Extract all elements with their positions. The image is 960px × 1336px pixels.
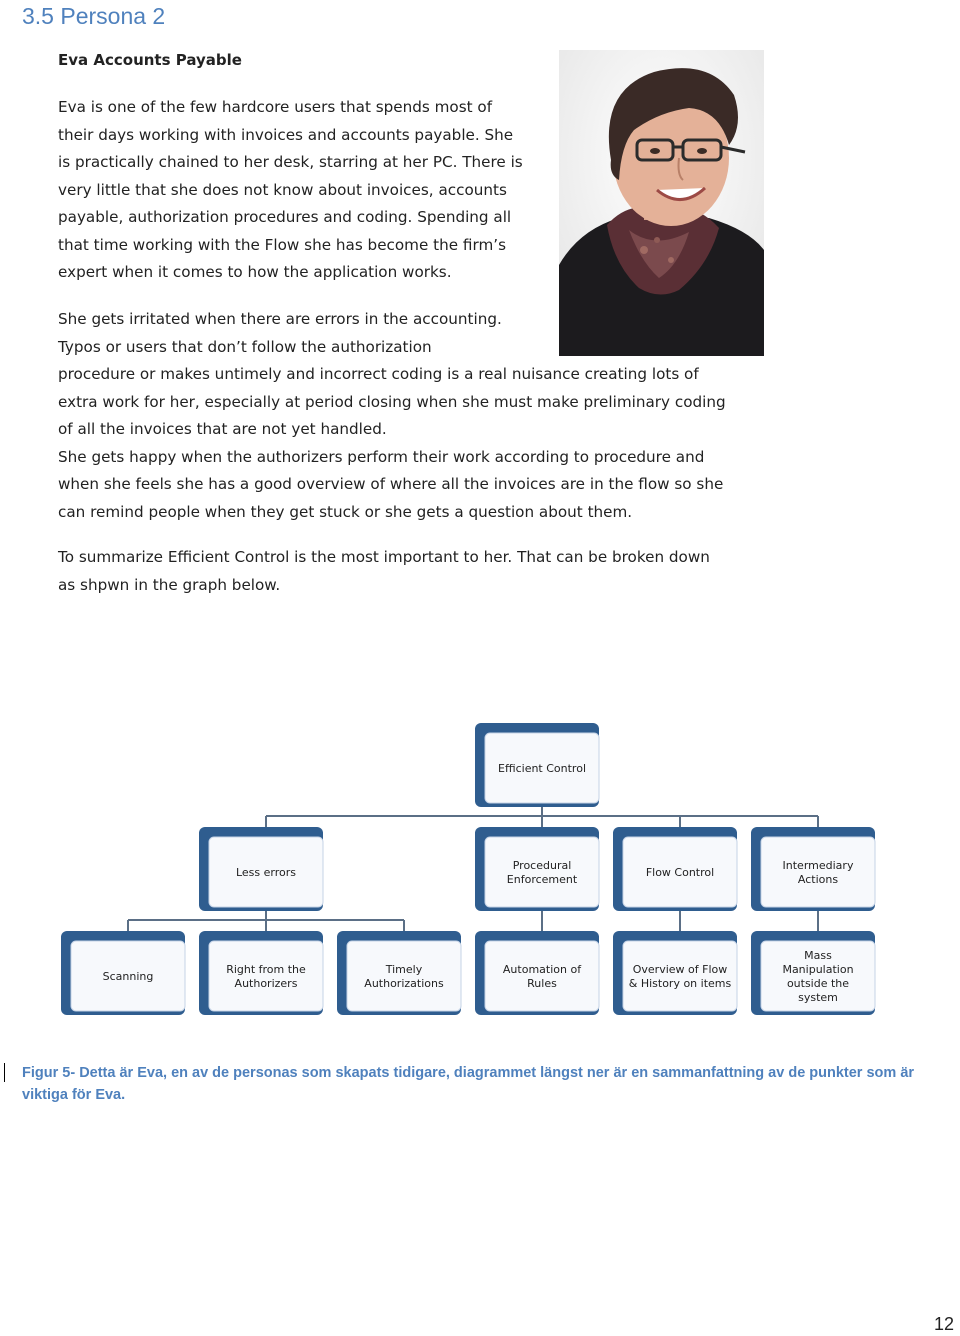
caption-marker: [4, 1063, 5, 1082]
diagram-node-level3: [751, 931, 875, 1015]
text-line: of all the invoices that are not yet handled.: [58, 420, 387, 438]
diagram-node-level3: [613, 931, 737, 1015]
diagram-node-label: Mass Manipulation outside the system: [782, 949, 854, 1004]
diagram-node-label: Automation of Rules: [502, 963, 582, 990]
text-line: when she feels she has a good overview of where all the invoices are in the flow so she: [58, 475, 724, 493]
diagram-node-level3: [61, 931, 185, 1015]
diagram-node-label: Efficient Control: [498, 762, 586, 775]
text-line: Typos or users that don’t follow the authorization: [58, 337, 432, 356]
diagram-node-level3: [199, 931, 323, 1015]
text-line: Eva is one of the few hardcore users that spends most of: [58, 98, 493, 116]
diagram-node-label: Timely Authorizations: [364, 963, 444, 990]
diagram-node-level2: [475, 827, 599, 911]
figure-caption: Figur 5- Detta är Eva, en av de personas som skapats tidigare, diagrammet längst ner är en sammanfattning av de punkter som är viktiga för Eva.: [22, 1065, 915, 1103]
diagram-node-level3: [337, 931, 461, 1015]
text-line: can remind people when they get stuck or she gets a question about them.: [58, 502, 633, 521]
diagram-node-label: Procedural Enforcement: [506, 859, 578, 886]
page-number: 12: [933, 1314, 954, 1334]
persona-title: Eva Accounts Payable: [58, 51, 242, 69]
efficient-control-diagram: [55, 715, 885, 1025]
text-line: is practically chained to her desk, starring at her PC. There is: [58, 153, 523, 171]
text-line: very little that she does not know about invoices, accounts: [58, 180, 507, 199]
text-line: as shpwn in the graph below.: [58, 575, 281, 594]
diagram-node-level2: [751, 827, 875, 911]
text-line: their days working with invoices and accounts payable. She: [58, 125, 514, 144]
text-line: procedure or makes untimely and incorrect coding is a real nuisance creating lots of: [58, 365, 699, 383]
persona-paragraph-3: [58, 544, 710, 599]
diagram-node-label: Right from the Authorizers: [226, 963, 306, 990]
text-line: expert when it comes to how the application works.: [58, 263, 452, 281]
diagram-node-level2: [613, 827, 737, 911]
diagram-node-level3: [475, 931, 599, 1015]
diagram-node-label: Intermediary Actions: [782, 859, 854, 886]
diagram-node-level2: [199, 827, 323, 911]
persona-paragraph-1: [58, 94, 523, 287]
text-line: extra work for her, especially at period closing when she must make preliminary coding: [58, 392, 726, 411]
text-line: payable, authorization procedures and coding. Spending all: [58, 208, 512, 226]
diagram-node-label: Scanning: [102, 970, 154, 983]
text-line: She gets happy when the authorizers perform their work according to procedure and: [58, 447, 705, 466]
diagram-node-label: Less errors: [235, 866, 297, 879]
diagram-node-label: Overview of Flow & History on items: [628, 963, 732, 990]
text-line: that time working with the Flow she has become the firm’s: [58, 235, 506, 254]
diagram-node-label: Flow Control: [645, 866, 715, 879]
text-line: She gets irritated when there are errors in the accounting.: [58, 310, 502, 328]
diagram-node-root: [475, 723, 599, 807]
text-line: To summarize Efficient Control is the most important to her. That can be broken down: [58, 548, 710, 566]
section-heading: 3.5 Persona 2: [22, 3, 166, 29]
persona-photo: [559, 50, 764, 356]
